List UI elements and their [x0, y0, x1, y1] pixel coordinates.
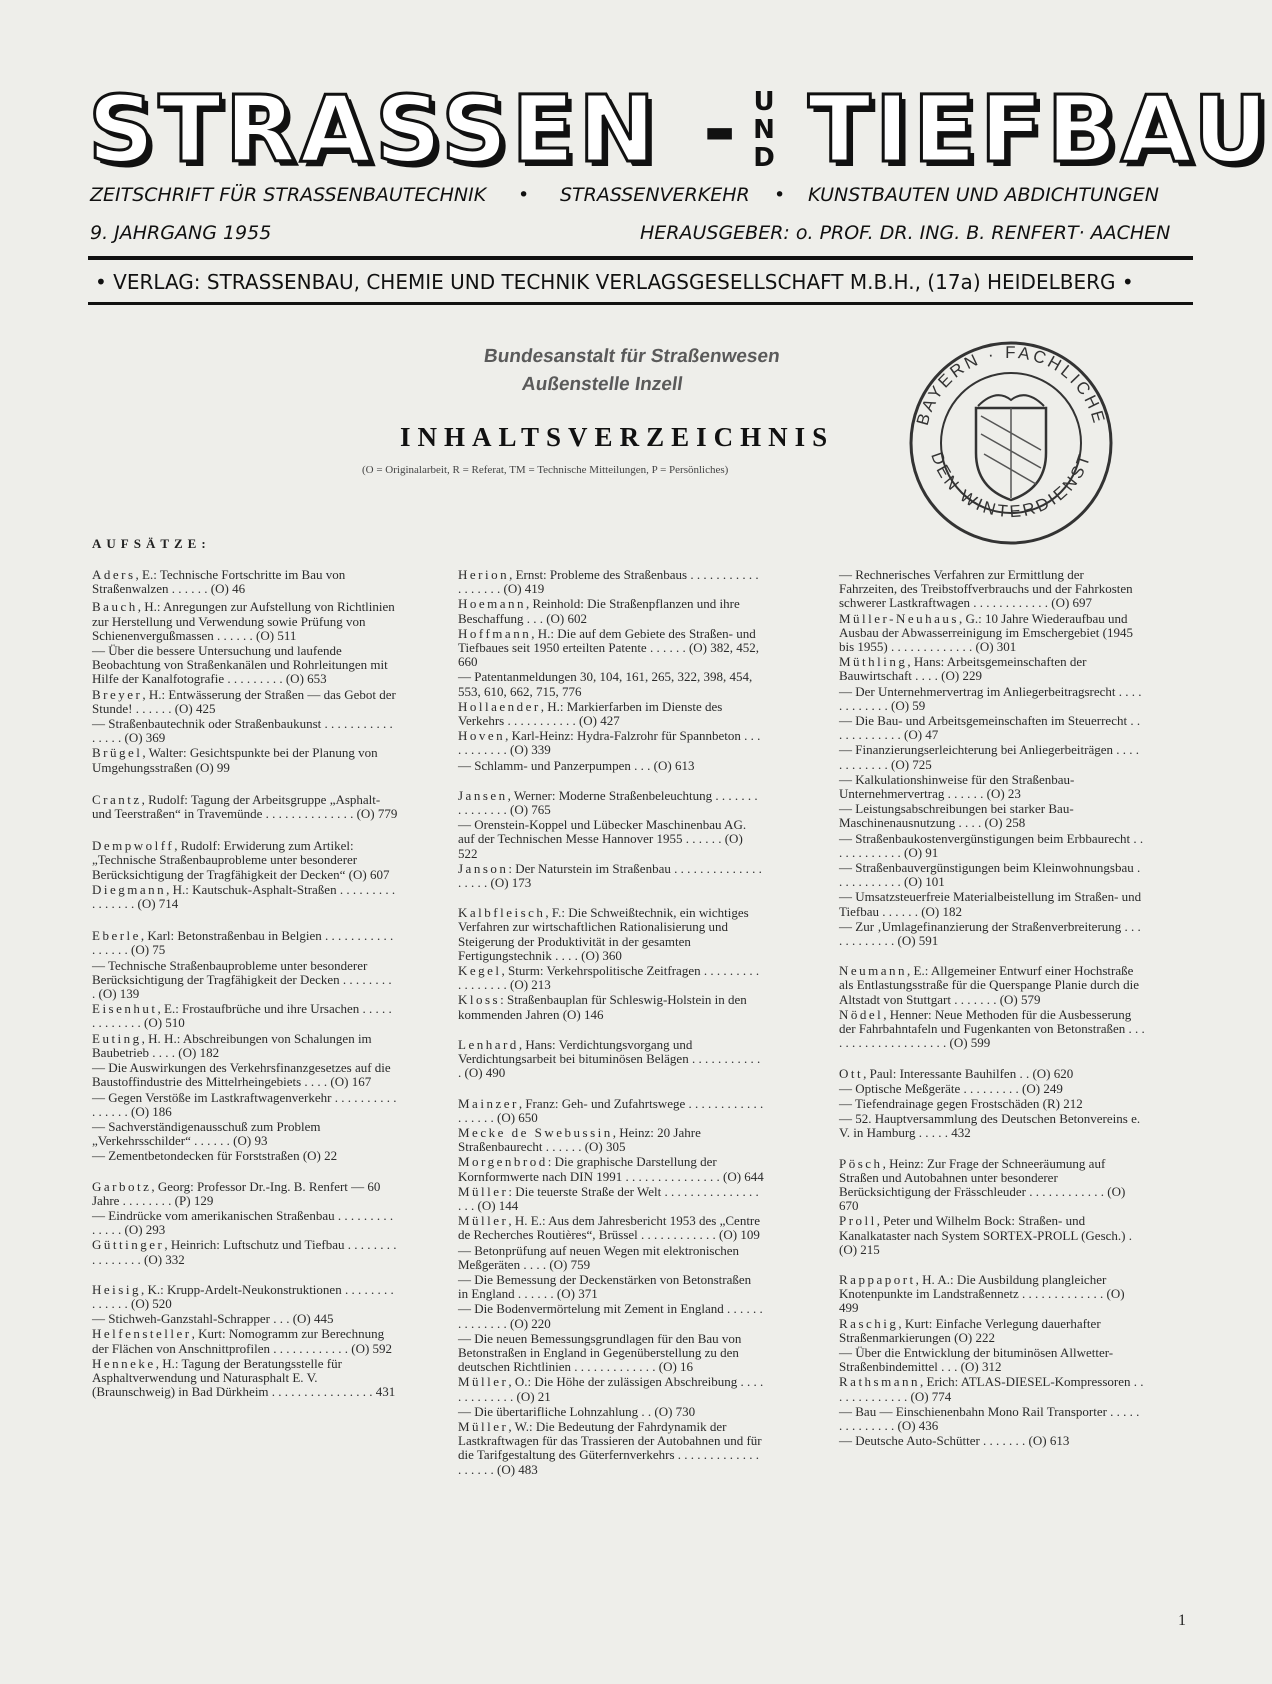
- toc-entry-author: Hollaender: [458, 698, 541, 714]
- toc-entry-text: — Bau — Einschienenbahn Mono Rail Transporter . . . . . . . . . . . . . . (O) 436: [839, 1403, 1140, 1433]
- toc-entry-author: Janson: [458, 860, 509, 876]
- toc-entry: [92, 1180, 398, 1208]
- toc-entry-text: , H.: Markierfarben im Dienste des Verkehrs . . . . . . . . . . . (O) 427: [458, 698, 723, 729]
- toc-entry-text: , H. A.: Die Ausbildung plangleicher Knotenpunkte im Landstraßennetz . . . . . . . . . . . . . (O) 499: [839, 1271, 1125, 1316]
- toc-entry-text: — Die Bodenvermörtelung mit Zement in England . . . . . . . . . . . . . . (O) 220: [458, 1301, 763, 1331]
- toc-entry: [839, 1214, 1145, 1257]
- toc-entry-text: , Heinz: Zur Frage der Schneeräumung auf Straßen und Autobahnen unter besonderer Berücksichtigung der Frässchleuder . . . . . . . . . . . . (O) 670: [839, 1155, 1126, 1214]
- toc-entry: [839, 1346, 1145, 1374]
- toc-entry-author: Helfensteller: [92, 1326, 192, 1342]
- toc-entry-text: , Kurt: Einfache Verlegung dauerhafter Straßenmarkierungen (O) 222: [839, 1315, 1101, 1345]
- toc-entry: [92, 600, 398, 643]
- toc-entry-author: Müller: [458, 1374, 509, 1390]
- toc-entry-text: , Ernst: Probleme des Straßenbaus . . . . . . . . . . . . . . . . . . (O) 419: [458, 567, 759, 597]
- toc-entry-text: — Umsatzsteuerfreie Materialbeistellung im Straßen- und Tiefbau . . . . . . (O) 182: [839, 889, 1142, 919]
- toc-entry-author: Mecke de Swebussin: [458, 1124, 613, 1140]
- toc-entry: [92, 1283, 398, 1311]
- toc-entry: [92, 793, 398, 821]
- toc-entry: [92, 1032, 398, 1060]
- page-number: 1: [1178, 1612, 1186, 1629]
- toc-entry-author: Hoffmann: [458, 625, 532, 641]
- toc-entry-text: — Die Auswirkungen des Verkehrsfinanzgesetzes auf die Baustoffindustrie des Mittelrheingebiets . . . . (O) 167: [92, 1060, 391, 1090]
- toc-entry: [458, 597, 764, 625]
- toc-entry-text: , Rudolf: Erwiderung zum Artikel: „Technische Straßenbauprobleme unter besonderer Berücksichtigung der Tragfähigkeit der Decken“ (O) 607: [92, 838, 390, 882]
- toc-entry: [458, 1126, 764, 1154]
- masthead-und-letter: N: [753, 115, 775, 145]
- toc-entry: [839, 920, 1145, 948]
- toc-entry: [458, 568, 764, 596]
- toc-entry-text: , E.: Allgemeiner Entwurf einer Hochstraße als Entlastungsstraße für die Querspange Planie durch die Altstadt von Stuttgart . . . . . . . (O) 579: [839, 963, 1139, 1007]
- toc-entry: [839, 890, 1145, 918]
- toc-entry-text: — Die neuen Bemessungsgrundlagen für den Bau von Betonstraßen in England in Gegenüberstellung zu den deutschen Richtlinien . . . . . . . . . . . . . (O) 16: [458, 1330, 742, 1375]
- toc-entry: [458, 1244, 764, 1272]
- toc-entry-author: Pösch: [839, 1155, 883, 1171]
- toc-entry-author: Garbotz: [92, 1178, 152, 1194]
- toc-entry-text: — Eindrücke vom amerikanischen Straßenbau . . . . . . . . . . . . . . (O) 293: [92, 1207, 394, 1238]
- subtitle-kunstbauten: KUNSTBAUTEN UND ABDICHTUNGEN: [808, 184, 1159, 206]
- toc-entry: [92, 746, 398, 774]
- toc-entry-text: , H. H.: Abschreibungen von Schalungen im Baubetrieb . . . . (O) 182: [92, 1030, 372, 1060]
- toc-entry: [839, 743, 1145, 771]
- toc-entry: [458, 1420, 764, 1477]
- toc-entry-text: — Tiefendrainage gegen Frostschäden (R) 212: [839, 1095, 1083, 1111]
- masthead-und-letter: D: [753, 143, 775, 173]
- toc-entry-author: Lenhard: [458, 1036, 519, 1052]
- toc-column-1: [92, 568, 398, 1399]
- seal-top-text: BAYERN · FACHLICHE: [912, 342, 1110, 428]
- toc-entry: [458, 1273, 764, 1301]
- toc-entry-text: — Über die Entwicklung der bituminösen Allwetter-Straßenbindemittel . . . (O) 312: [839, 1344, 1114, 1375]
- toc-entry-author: Hoemann: [458, 596, 527, 612]
- toc-entry: [92, 959, 398, 1002]
- toc-entry-text: , E.: Technische Fortschritte im Bau von Straßenwalzen . . . . . . (O) 46: [92, 567, 346, 597]
- toc-entry-author: Eberle: [92, 928, 141, 944]
- masthead-und-letter: U: [753, 87, 775, 117]
- toc-entry: [458, 759, 764, 773]
- toc-entry-author: Eisenhut: [92, 1001, 158, 1017]
- toc-entry-text: , Georg: Professor Dr.-Ing. B. Renfert — 60 Jahre . . . . . . . . (P) 129: [92, 1178, 381, 1208]
- masthead-word-tiefbau: TIEFBAU: [808, 76, 1272, 183]
- toc-entry-text: — Leistungsabschreibungen bei starker Bau-Maschinenausnutzung . . . . (O) 258: [839, 801, 1074, 831]
- toc-entry: [839, 832, 1145, 860]
- toc-entry-text: — Deutsche Auto-Schütter . . . . . . . (O) 613: [839, 1433, 1070, 1449]
- toc-entry: [458, 818, 764, 861]
- toc-entry-author: Kegel: [458, 963, 502, 979]
- toc-entry-text: — Rechnerisches Verfahren zur Ermittlung der Fahrzeiten, des Treibstoffverbrauchs und der Fahrkosten schwerer Lastkraftwagen . . . . . . . . . . . . (O) 697: [839, 567, 1133, 611]
- toc-entry: [839, 1067, 1145, 1081]
- toc-entry-author: Müller-Neuhaus: [839, 610, 959, 626]
- masthead-word-strassen: STRASSEN: [88, 76, 660, 183]
- toc-entry-author: Crantz: [92, 791, 142, 807]
- toc-entry: [458, 700, 764, 728]
- toc-entry-text: — Technische Straßenbauprobleme unter besonderer Berücksichtigung der Tragfähigkeit der Decken . . . . . . . . . (O) 139: [92, 957, 392, 1002]
- toc-entry-text: , Hans: Arbeitsgemeinschaften der Bauwirtschaft . . . . (O) 229: [839, 654, 1087, 684]
- toc-entry-text: — Die übertarifliche Lohnzahlung . . (O) 730: [458, 1403, 696, 1419]
- toc-entry-text: : Die teuerste Straße der Welt . . . . . . . . . . . . . . . . . . (O) 144: [458, 1183, 759, 1213]
- toc-entry-text: : Straßenbauplan für Schleswig-Holstein in den kommenden Jahren (O) 146: [458, 992, 747, 1022]
- toc-entry: [839, 714, 1145, 742]
- toc-entry-text: , Kurt: Nomogramm zur Berechnung der Flächen von Anschnittprofilen . . . . . . . . . . . . (O) 592: [92, 1326, 393, 1356]
- toc-entry-text: — Finanzierungserleichterung bei Anliegerbeiträgen . . . . . . . . . . . . (O) 725: [839, 742, 1139, 772]
- toc-entry: [92, 568, 398, 596]
- toc-entry: [839, 773, 1145, 801]
- toc-entry-text: , W.: Die Bedeutung der Fahrdynamik der Lastkraftwagen für das Trassieren der Autobahnen und für die Tarifgestaltung des Güterfernverkehrs . . . . . . . . . . . . . . . . . . . (O) 483: [458, 1418, 762, 1477]
- toc-entry: [92, 1357, 398, 1400]
- toc-column-3: [839, 568, 1145, 1448]
- toc-column-2: [458, 568, 764, 1477]
- toc-entry-text: — Gegen Verstöße im Lastkraftwagenverkehr . . . . . . . . . . . . . . . . (O) 186: [92, 1089, 397, 1119]
- issue-jahrgang: 9. JAHRGANG 1955: [90, 222, 272, 244]
- toc-entry-text: , Heinz: 20 Jahre Straßenbaurecht . . . . . . (O) 305: [458, 1124, 701, 1155]
- toc-entry-author: Güttinger: [92, 1237, 165, 1253]
- section-heading: AUFSÄTZE:: [92, 536, 211, 551]
- toc-entry-author: Müller: [458, 1183, 509, 1199]
- toc-entry-author: Ott: [839, 1065, 864, 1081]
- toc-entry-text: , Heinrich: Luftschutz und Tiefbau . . . . . . . . . . . . . . . . (O) 332: [92, 1237, 397, 1267]
- toc-entry: [92, 1149, 398, 1163]
- page-title: INHALTSVERZEICHNIS: [400, 422, 835, 452]
- toc-entry: [92, 839, 398, 882]
- toc-entry: [458, 1405, 764, 1419]
- header-rule-top: [88, 256, 1193, 260]
- toc-entry: [92, 883, 398, 911]
- toc-entry-text: , Werner: Moderne Straßenbeleuchtung . . . . . . . . . . . . . . . (O) 765: [458, 787, 758, 818]
- toc-entry-author: Kalbfleisch: [458, 905, 546, 921]
- toc-entry-text: , Peter und Wilhelm Bock: Straßen- und Kanalkataster nach System SORTEX-PROLL (Gesch.) . (O) 215: [839, 1213, 1132, 1257]
- toc-entry: [839, 655, 1145, 683]
- toc-entry: [92, 688, 398, 716]
- toc-entry: [839, 1112, 1145, 1140]
- toc-entry-author: Dempwolff: [92, 838, 175, 854]
- masthead-und: [753, 88, 775, 172]
- toc-entry-text: — Straßenbauvergünstigungen beim Kleinwohnungsbau . . . . . . . . . . . (O) 101: [839, 860, 1141, 890]
- library-stamp-line1: Bundesanstalt für Straßenwesen: [482, 346, 782, 367]
- toc-entry: [839, 1008, 1145, 1051]
- toc-entry-author: Neumann: [839, 963, 908, 979]
- toc-entry-text: — Optische Meßgeräte . . . . . . . . . (O) 249: [839, 1080, 1063, 1096]
- toc-entry: [839, 1082, 1145, 1096]
- toc-entry-text: — Orenstein-Koppel und Lübecker Maschinenbau AG. auf der Technischen Messe Hannover 1955 . . . . . . (O) 522: [458, 817, 747, 861]
- toc-entry-author: Rappaport: [839, 1271, 916, 1287]
- legend-abbreviations: (O = Originalarbeit, R = Referat, TM = Technische Mitteilungen, P = Persönliches): [362, 464, 729, 476]
- toc-entry-text: — Straßenbautechnik oder Straßenbaukunst . . . . . . . . . . . . . . . . (O) 369: [92, 716, 393, 746]
- toc-entry-text: , F.: Die Schweißtechnik, ein wichtiges Verfahren zur wirtschaftlichen Rationalisierung und Steigerung der Produktivität in der gesamten Fertigungstechnik . . . . (O) 360: [458, 905, 749, 963]
- toc-entry-author: Euting: [92, 1030, 142, 1046]
- toc-entry-author: Jansen: [458, 787, 508, 803]
- toc-entry: [839, 685, 1145, 713]
- toc-entry-author: Müller: [458, 1418, 509, 1434]
- toc-entry-text: — Patentanmeldungen 30, 104, 161, 265, 322, 398, 454, 553, 610, 662, 715, 776: [458, 669, 753, 699]
- toc-entry: [92, 1061, 398, 1089]
- toc-entry-author: Raschig: [839, 1315, 899, 1331]
- toc-entry: [92, 1327, 398, 1355]
- toc-entry: [458, 964, 764, 992]
- toc-entry: [458, 1375, 764, 1403]
- issue-herausgeber: HERAUSGEBER: o. PROF. DR. ING. B. RENFERT· AACHEN: [640, 222, 1171, 244]
- toc-entry-text: — Zementbetondecken für Forststraßen (O) 22: [92, 1148, 338, 1164]
- toc-entry-text: , Sturm: Verkehrspolitische Zeitfragen . . . . . . . . . . . . . . . . . (O) 213: [458, 963, 760, 993]
- toc-entry-text: — 52. Hauptversammlung des Deutschen Betonvereins e. V. in Hamburg . . . . . 432: [839, 1111, 1141, 1141]
- toc-entry-text: , Reinhold: Die Straßenpflanzen und ihre Beschaffung . . . (O) 602: [458, 596, 740, 626]
- toc-entry: [839, 964, 1145, 1007]
- toc-entry-author: Breyer: [92, 686, 143, 702]
- toc-entry-text: , Rudolf: Tagung der Arbeitsgruppe „Asphalt- und Teerstraßen“ in Travemünde . . . . . . . . . . . . . . (O) 779: [92, 791, 398, 822]
- toc-entry: [458, 729, 764, 757]
- toc-entry-author: Bauch: [92, 599, 138, 615]
- coat-of-arms-icon: [976, 395, 1046, 500]
- toc-entry-text: , Henner: Neue Methoden für die Ausbesserung der Fahrbahntafeln und Fugenkanten von Betonstraßen . . . . . . . . . . . . . . . . . . . . (O) 599: [839, 1006, 1145, 1051]
- toc-entry-text: — Zur ‚Umlagefinanzierung der Straßenverbreiterung . . . . . . . . . . . . (O) 591: [839, 918, 1141, 949]
- toc-entry: [839, 1317, 1145, 1345]
- toc-entry-text: , Walter: Gesichtspunkte bei der Planung von Umgehungsstraßen (O) 99: [92, 745, 378, 775]
- toc-entry: [458, 627, 764, 670]
- toc-entry: [458, 1214, 764, 1242]
- toc-entry: [458, 993, 764, 1021]
- toc-entry-text: , H.: Entwässerung der Straßen — das Gebot der Stunde! . . . . . . (O) 425: [92, 686, 396, 716]
- toc-entry: [839, 802, 1145, 830]
- toc-entry-text: , H.: Anregungen zur Aufstellung von Richtlinien zur Herstellung und Verwendung sowie Prüfung von Schienenvergußmassen . . . . . . (O) 511: [92, 599, 395, 643]
- toc-entry: [92, 1091, 398, 1119]
- toc-entry-text: : Der Naturstein im Straßenbau . . . . . . . . . . . . . . . . . . . (O) 173: [458, 860, 762, 891]
- toc-entry: [839, 612, 1145, 655]
- toc-entry-text: — Stichweh-Ganzstahl-Schrapper . . . (O) 445: [92, 1311, 334, 1327]
- toc-entry-text: — Straßenbaukostenvergünstigungen beim Erbbaurecht . . . . . . . . . . . . (O) 91: [839, 830, 1144, 860]
- toc-entry: [92, 1209, 398, 1237]
- toc-entry: [458, 1185, 764, 1213]
- toc-entry: [839, 1273, 1145, 1316]
- toc-entry-text: : Die graphische Darstellung der Kornformwerte nach DIN 1991 . . . . . . . . . . . . . . . (O) 644: [458, 1154, 764, 1184]
- toc-entry: [839, 861, 1145, 889]
- header-rule-bottom: [88, 302, 1193, 305]
- toc-entry-text: , H.: Tagung der Beratungsstelle für Asphaltverwendung und Naturasphalt E. V. (Braunschweig) in Bad Dürkheim . . . . . . . . . . . . . . . . 431: [92, 1355, 396, 1400]
- toc-entry-text: , Paul: Interessante Bauhilfen . . (O) 620: [863, 1065, 1074, 1081]
- toc-entry-author: Hoven: [458, 728, 506, 744]
- toc-entry: [458, 1302, 764, 1330]
- toc-entry-author: Herion: [458, 567, 510, 582]
- toc-entry-text: — Der Unternehmervertrag im Anliegerbeitragsrecht . . . . . . . . . . . . (O) 59: [839, 683, 1142, 713]
- toc-entry: [458, 1097, 764, 1125]
- toc-entry-text: , H.: Kautschuk-Asphalt-Straßen . . . . . . . . . . . . . . . . (O) 714: [92, 881, 396, 912]
- toc-entry-author: Morgenbrod: [458, 1154, 548, 1170]
- toc-entry: [92, 1120, 398, 1148]
- toc-entry-text: — Sachverständigenausschuß zum Problem „Verkehrsschilder“ . . . . . . (O) 93: [92, 1118, 321, 1149]
- toc-entry: [92, 1312, 398, 1326]
- masthead-dash: -: [703, 83, 737, 176]
- toc-entry: [92, 1002, 398, 1030]
- toc-entry: [458, 862, 764, 890]
- subtitle-zeitschrift: ZEITSCHRIFT FÜR STRASSENBAUTECHNIK: [90, 184, 487, 206]
- toc-entry: [839, 1097, 1145, 1111]
- toc-entry-author: Müthling: [839, 654, 908, 670]
- toc-entry-author: Diegmann: [92, 881, 167, 897]
- toc-entry-author: Aders: [92, 567, 136, 582]
- toc-entry-text: — Die Bemessung der Deckenstärken von Betonstraßen in England . . . . . . (O) 371: [458, 1271, 752, 1302]
- toc-entry-text: , Karl-Heinz: Hydra-Falzrohr für Spannbeton . . . . . . . . . . . (O) 339: [458, 728, 761, 758]
- toc-entry-text: — Schlamm- und Panzerpumpen . . . (O) 613: [458, 757, 695, 773]
- toc-entry-author: Heisig: [92, 1281, 141, 1297]
- toc-entry-author: Henneke: [92, 1355, 156, 1371]
- toc-entry: [839, 568, 1145, 611]
- toc-entry: [839, 1434, 1145, 1448]
- toc-entry-text: — Betonprüfung auf neuen Wegen mit elektronischen Meßgeräten . . . . (O) 759: [458, 1242, 740, 1272]
- toc-entry: [458, 1332, 764, 1375]
- subtitle-bullet: •: [774, 184, 786, 206]
- toc-entry-author: Nödel: [839, 1006, 884, 1022]
- masthead: [88, 76, 1272, 183]
- toc-entry: [839, 1375, 1145, 1403]
- verlag-line: • VERLAG: STRASSENBAU, CHEMIE UND TECHNIK VERLAGSGESELLSCHAFT M.B.H., (17a) HEIDELBERG •: [95, 270, 1134, 294]
- toc-entry: [92, 717, 398, 745]
- toc-entry: [839, 1405, 1145, 1433]
- toc-entry-text: — Kalkulationshinweise für den Straßenbau-Unternehmervertrag . . . . . . (O) 23: [839, 771, 1075, 802]
- seal-stamp: [906, 338, 1116, 548]
- toc-entry: [92, 644, 398, 687]
- toc-entry-text: — Über die bessere Untersuchung und laufende Beobachtung von Straßenkanälen und Rohrleitungen mit Hilfe der Kanalfotografie . . . . . . . . . (O) 653: [92, 643, 388, 687]
- library-stamp-line2: Außenstelle Inzell: [520, 374, 685, 395]
- subtitle-strassenverkehr: STRASSENVERKEHR: [560, 184, 750, 206]
- toc-entry-text: , G.: 10 Jahre Wiederaufbau und Ausbau der Abwasserreinigung im Emschergebiet (1945 bis 1955) . . . . . . . . . . . . . (O) 301: [839, 610, 1133, 655]
- toc-entry-author: Mainzer: [458, 1095, 519, 1111]
- toc-entry-author: Kloss: [458, 992, 501, 1008]
- toc-entry: [839, 1157, 1145, 1214]
- toc-entry-text: — Die Bau- und Arbeitsgemeinschaften im Steuerrecht . . . . . . . . . . . . (O) 47: [839, 713, 1141, 743]
- toc-entry: [458, 789, 764, 817]
- seal-bottom-text: DEN WINTERDIENST: [927, 449, 1095, 522]
- toc-entry-text: , K.: Krupp-Ardelt-Neukonstruktionen . . . . . . . . . . . . . . (O) 520: [92, 1281, 394, 1311]
- toc-entry: [458, 1155, 764, 1183]
- toc-entry-text: , Erich: ATLAS-DIESEL-Kompressoren . . . . . . . . . . . . . (O) 774: [839, 1374, 1144, 1404]
- toc-entry-author: Brügel: [92, 745, 143, 761]
- toc-entry-text: , Karl: Betonstraßenbau in Belgien . . . . . . . . . . . . . . . . . (O) 75: [92, 928, 394, 958]
- toc-entry-text: , Franz: Geh- und Zufahrtswege . . . . . . . . . . . . . . . . . . (O) 650: [458, 1095, 764, 1125]
- toc-entry-text: , Hans: Verdichtungsvorgang und Verdichtungsarbeit bei bituminösen Belägen . . . . . . . . . . . . (O) 490: [458, 1036, 761, 1081]
- toc-entry-author: Proll: [839, 1213, 877, 1229]
- toc-entry-author: Müller: [458, 1213, 509, 1229]
- toc-entry: [92, 929, 398, 957]
- toc-entry-text: , O.: Die Höhe der zulässigen Abschreibung . . . . . . . . . . . . . (O) 21: [458, 1374, 764, 1404]
- subtitle-bullet: •: [518, 184, 530, 206]
- toc-entry: [458, 670, 764, 698]
- toc-entry: [92, 1238, 398, 1266]
- toc-entry-text: , E.: Frostaufbrüche und ihre Ursachen . . . . . . . . . . . . . (O) 510: [92, 1001, 392, 1031]
- toc-entry-text: , H.: Die auf dem Gebiete des Straßen- und Tiefbaues seit 1950 erteilten Patente . . . . . . (O) 382, 452, 660: [458, 625, 759, 670]
- toc-entry: [458, 1038, 764, 1081]
- toc-entry-author: Rathsmann: [839, 1374, 920, 1390]
- toc-entry: [458, 906, 764, 963]
- toc-entry-text: , H. E.: Aus dem Jahresbericht 1953 des „Centre de Recherches Routières“, Brüssel . . . . . . . . . . . . (O) 109: [458, 1213, 761, 1243]
